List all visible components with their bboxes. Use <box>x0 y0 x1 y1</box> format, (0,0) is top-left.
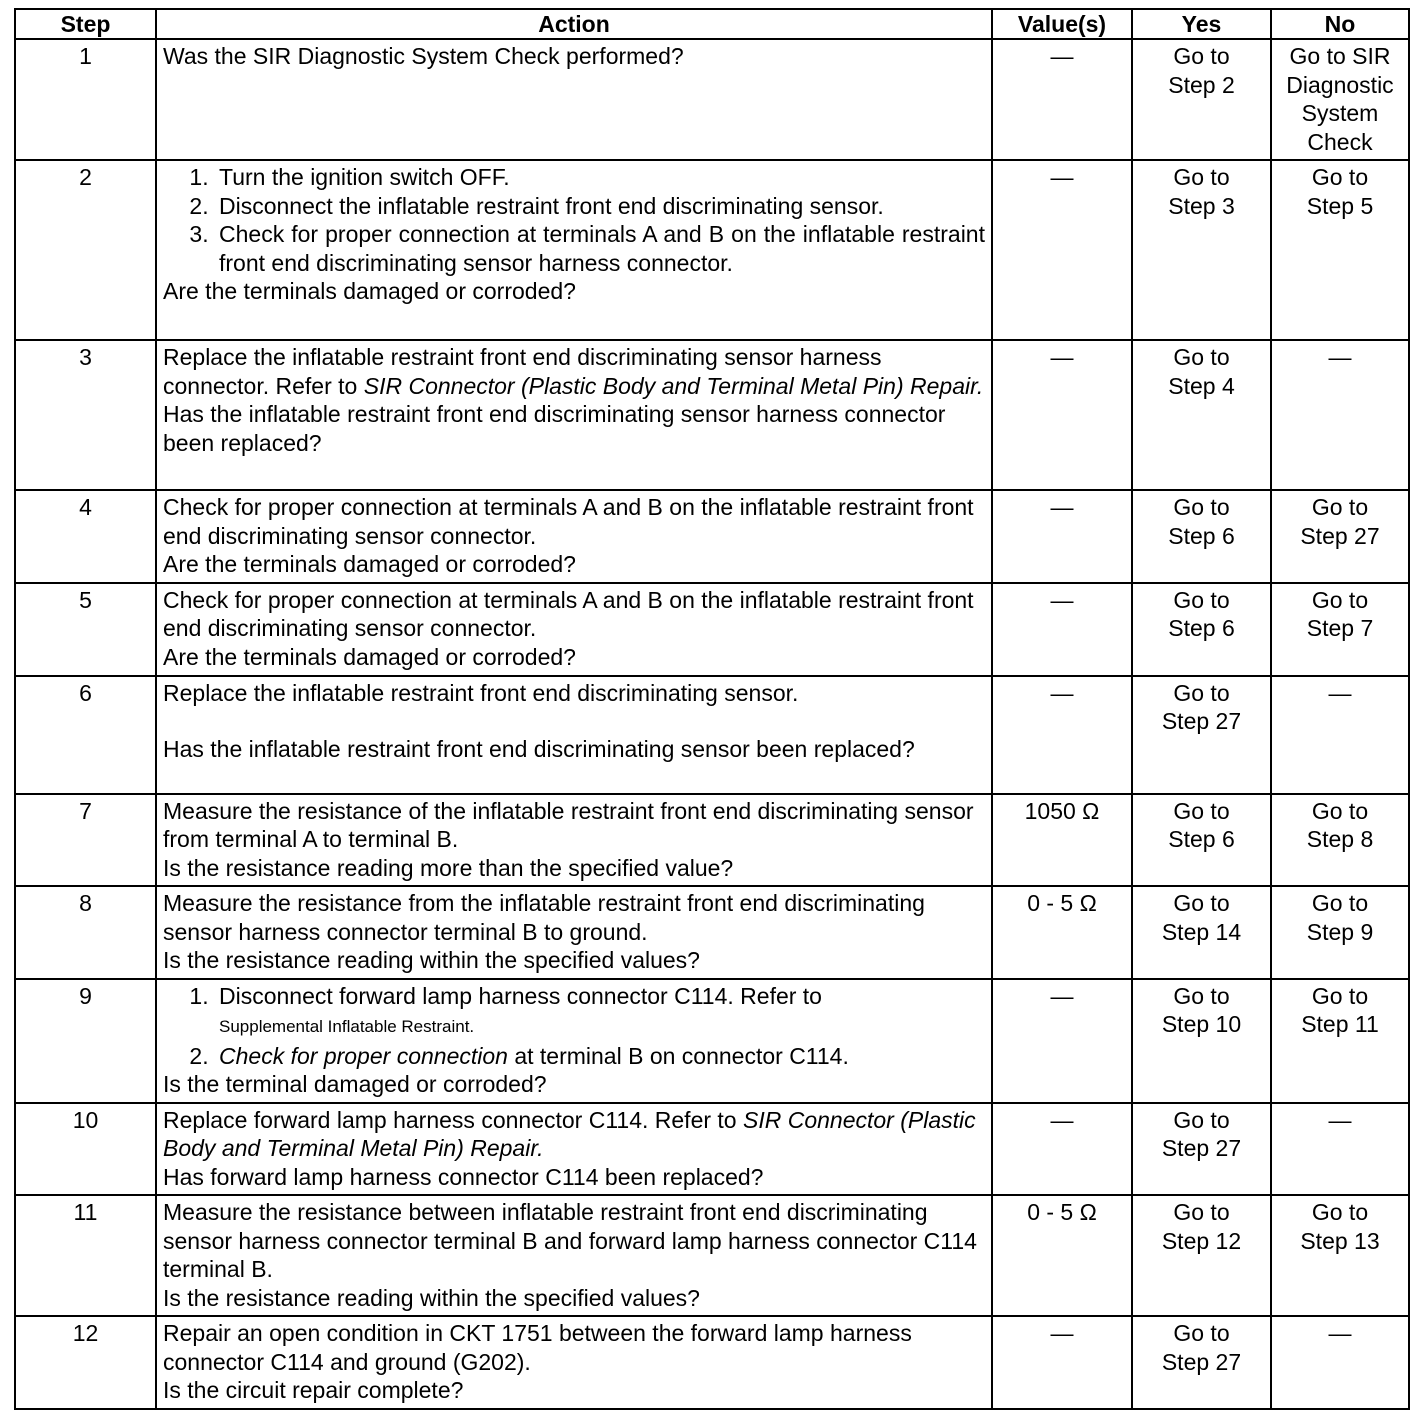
action-text: Replace the inflatable restraint front end discriminating sensor. <box>163 679 799 706</box>
action-question: Has forward lamp harness connector C114 been replaced? <box>163 1163 764 1190</box>
no-text: Go to <box>1311 1199 1369 1225</box>
table-row <box>15 886 1409 979</box>
no-text: Go to SIR <box>1289 43 1391 69</box>
step-number: 11 <box>15 1195 156 1316</box>
action-list-text: at terminal B on connector C114. <box>507 1042 849 1069</box>
action-list-item: 2. Disconnect the inflatable restraint front end discriminating sensor. <box>215 192 985 221</box>
yes-text: Step 27 <box>1161 1135 1242 1161</box>
action-reference: SIR Connector (Plastic Body and Terminal Metal Pin) Repair. <box>163 1106 976 1161</box>
value-cell: 0 - 5 Ω <box>992 886 1132 979</box>
no-cell <box>1271 39 1409 160</box>
table-row <box>15 676 1409 794</box>
action-text: Measure the resistance of the inflatable restraint front end discriminating sensor from terminal A to terminal B. <box>163 797 974 852</box>
action-cell <box>156 979 992 1103</box>
table-row <box>15 1103 1409 1196</box>
step-number: 1 <box>15 39 156 160</box>
value-cell: 0 - 5 Ω <box>992 1195 1132 1316</box>
step-number: 3 <box>15 340 156 490</box>
action-cell <box>156 490 992 583</box>
table-row <box>15 1195 1409 1316</box>
action-cell <box>156 1103 992 1196</box>
step-number: 4 <box>15 490 156 583</box>
yes-text: Step 3 <box>1168 192 1235 219</box>
header-step: Step <box>15 9 156 39</box>
yes-text: Step 27 <box>1161 1348 1242 1375</box>
yes-cell <box>1132 1195 1271 1316</box>
no-cell: — <box>1271 1103 1409 1196</box>
action-text: Check for proper connection at terminals A and B on the inflatable restraint front end discriminating sensor connector. <box>163 494 974 549</box>
yes-cell <box>1132 1103 1271 1196</box>
action-cell <box>156 1195 992 1316</box>
header-values: Value(s) <box>992 9 1132 39</box>
action-list-text-italic: Check for proper connection <box>219 1042 508 1069</box>
yes-cell <box>1132 886 1271 979</box>
yes-text: Step 4 <box>1168 372 1235 399</box>
step-number: 9 <box>15 979 156 1103</box>
action-text <box>163 1106 985 1163</box>
yes-text: Go to <box>1173 1199 1230 1225</box>
header-action: Action <box>156 9 992 39</box>
action-question: Are the terminals damaged or corroded? <box>163 643 576 670</box>
yes-text: Go to <box>1173 164 1230 190</box>
header-row <box>15 9 1409 39</box>
no-cell <box>1271 160 1409 340</box>
action-cell <box>156 676 992 794</box>
no-text: Step 27 <box>1300 522 1380 549</box>
action-cell <box>156 39 992 160</box>
yes-cell <box>1132 794 1271 887</box>
action-reference: Supplemental Inflatable Restraint. <box>219 1017 475 1036</box>
no-text: Diagnostic <box>1286 71 1394 98</box>
no-text: Go to <box>1311 164 1369 190</box>
no-text: Step 13 <box>1300 1227 1380 1254</box>
diagnostic-table <box>14 8 1410 1410</box>
yes-text: Step 14 <box>1161 918 1242 945</box>
yes-text: Go to <box>1173 586 1230 613</box>
action-cell <box>156 886 992 979</box>
action-list-item <box>215 1042 985 1071</box>
no-cell <box>1271 490 1409 583</box>
no-cell <box>1271 1195 1409 1316</box>
step-number: 7 <box>15 794 156 887</box>
yes-text: Step 12 <box>1161 1227 1242 1254</box>
no-cell <box>1271 979 1409 1103</box>
step-number: 10 <box>15 1103 156 1196</box>
action-list <box>163 982 985 1071</box>
yes-text: Step 10 <box>1161 1011 1242 1037</box>
action-list-text: Disconnect forward lamp harness connector C114. Refer to <box>219 982 822 1009</box>
action-list-item: 1. Turn the ignition switch OFF. <box>215 163 985 192</box>
action-text-main: Replace forward lamp harness connector C114. Refer to <box>163 1106 743 1133</box>
action-question: Has the inflatable restraint front end discriminating sensor been replaced? <box>163 736 915 762</box>
action-text: Repair an open condition in CKT 1751 between the forward lamp harness connector C114 and ground (G202). <box>163 1320 912 1375</box>
no-text: Check <box>1307 128 1373 155</box>
action-reference: SIR Connector (Plastic Body and Terminal Metal Pin) Repair. <box>363 372 984 399</box>
action-text: Measure the resistance between inflatable restraint front end discriminating sensor harness connector terminal B and forward lamp harness connector C114 terminal B. <box>163 1199 977 1282</box>
action-question: Has the inflatable restraint front end discriminating sensor harness connector been replaced? <box>163 401 946 456</box>
yes-cell <box>1132 340 1271 490</box>
action-question: Are the terminals damaged or corroded? <box>163 278 576 304</box>
yes-text: Step 27 <box>1161 708 1242 734</box>
yes-text: Step 6 <box>1168 826 1235 852</box>
no-cell: — <box>1271 340 1409 490</box>
table-row <box>15 160 1409 340</box>
action-text: Check for proper connection at terminals A and B on the inflatable restraint front end discriminating sensor connector. <box>163 586 974 641</box>
action-question: Is the resistance reading more than the specified value? <box>163 854 734 881</box>
value-cell: — <box>992 340 1132 490</box>
action-text-main: Replace the inflatable restraint front end discriminating sensor harness connector. Refer to <box>163 344 882 399</box>
table-row <box>15 583 1409 676</box>
step-number: 6 <box>15 676 156 794</box>
no-text: Step 11 <box>1301 1011 1379 1037</box>
action-question: Is the resistance reading within the specified values? <box>163 947 700 973</box>
yes-text: Step 2 <box>1168 71 1235 98</box>
yes-cell <box>1132 160 1271 340</box>
yes-text: Go to <box>1173 494 1230 520</box>
yes-text: Go to <box>1173 890 1230 916</box>
value-cell: — <box>992 1316 1132 1409</box>
yes-text: Go to <box>1173 679 1230 706</box>
yes-text: Go to <box>1173 797 1230 824</box>
value-cell: — <box>992 39 1132 160</box>
table-row <box>15 979 1409 1103</box>
header-yes: Yes <box>1132 9 1271 39</box>
no-cell: — <box>1271 676 1409 794</box>
table-row <box>15 340 1409 490</box>
action-cell <box>156 160 992 340</box>
yes-text: Go to <box>1173 982 1230 1009</box>
step-number: 12 <box>15 1316 156 1409</box>
value-cell: — <box>992 1103 1132 1196</box>
action-text <box>163 343 985 400</box>
no-text: Step 8 <box>1306 826 1374 852</box>
no-text: Go to <box>1311 982 1369 1009</box>
no-text: System <box>1301 100 1379 126</box>
action-question: Are the terminals damaged or corroded? <box>163 551 576 577</box>
action-question: Is the terminal damaged or corroded? <box>163 1071 547 1097</box>
table-row <box>15 39 1409 160</box>
action-cell <box>156 1316 992 1409</box>
table-row <box>15 490 1409 583</box>
no-cell: — <box>1271 1316 1409 1409</box>
action-question: Is the circuit repair complete? <box>163 1377 464 1403</box>
action-cell <box>156 340 992 490</box>
yes-text: Go to <box>1173 43 1230 69</box>
action-list-item: 3. Check for proper connection at terminals A and B on the inflatable restraint front end discriminating sensor harness connector. <box>215 220 985 277</box>
action-text: Was the SIR Diagnostic System Check performed? <box>163 43 684 69</box>
step-number: 5 <box>15 583 156 676</box>
yes-text: Go to <box>1173 1320 1230 1346</box>
action-list-item <box>215 982 985 1042</box>
action-text: Measure the resistance from the inflatable restraint front end discriminating sensor harness connector terminal B to ground. <box>163 890 925 945</box>
yes-text: Step 6 <box>1168 522 1235 549</box>
value-cell: — <box>992 583 1132 676</box>
value-cell: — <box>992 979 1132 1103</box>
no-text: Go to <box>1311 494 1369 520</box>
no-cell <box>1271 583 1409 676</box>
yes-cell <box>1132 583 1271 676</box>
header-no: No <box>1271 9 1409 39</box>
table-row <box>15 794 1409 887</box>
table-row <box>15 1316 1409 1409</box>
action-spacer <box>163 707 985 735</box>
no-text: Go to <box>1311 586 1369 613</box>
yes-text: Step 6 <box>1168 615 1235 641</box>
value-cell: — <box>992 676 1132 794</box>
step-number: 8 <box>15 886 156 979</box>
yes-cell <box>1132 676 1271 794</box>
action-question: Is the resistance reading within the specified values? <box>163 1284 700 1311</box>
yes-cell <box>1132 979 1271 1103</box>
yes-cell <box>1132 490 1271 583</box>
action-cell <box>156 794 992 887</box>
no-cell <box>1271 886 1409 979</box>
yes-cell <box>1132 1316 1271 1409</box>
no-text: Go to <box>1311 797 1369 824</box>
no-cell <box>1271 794 1409 887</box>
no-text: Step 7 <box>1306 615 1374 641</box>
value-cell: — <box>992 490 1132 583</box>
yes-cell <box>1132 39 1271 160</box>
no-text: Step 9 <box>1306 918 1374 945</box>
action-cell <box>156 583 992 676</box>
yes-text: Go to <box>1173 344 1230 370</box>
no-text: Go to <box>1311 890 1369 916</box>
yes-text: Go to <box>1173 1106 1230 1133</box>
action-list <box>163 163 985 277</box>
value-cell: 1050 Ω <box>992 794 1132 887</box>
no-text: Step 5 <box>1306 192 1374 219</box>
step-number: 2 <box>15 160 156 340</box>
value-cell: — <box>992 160 1132 340</box>
